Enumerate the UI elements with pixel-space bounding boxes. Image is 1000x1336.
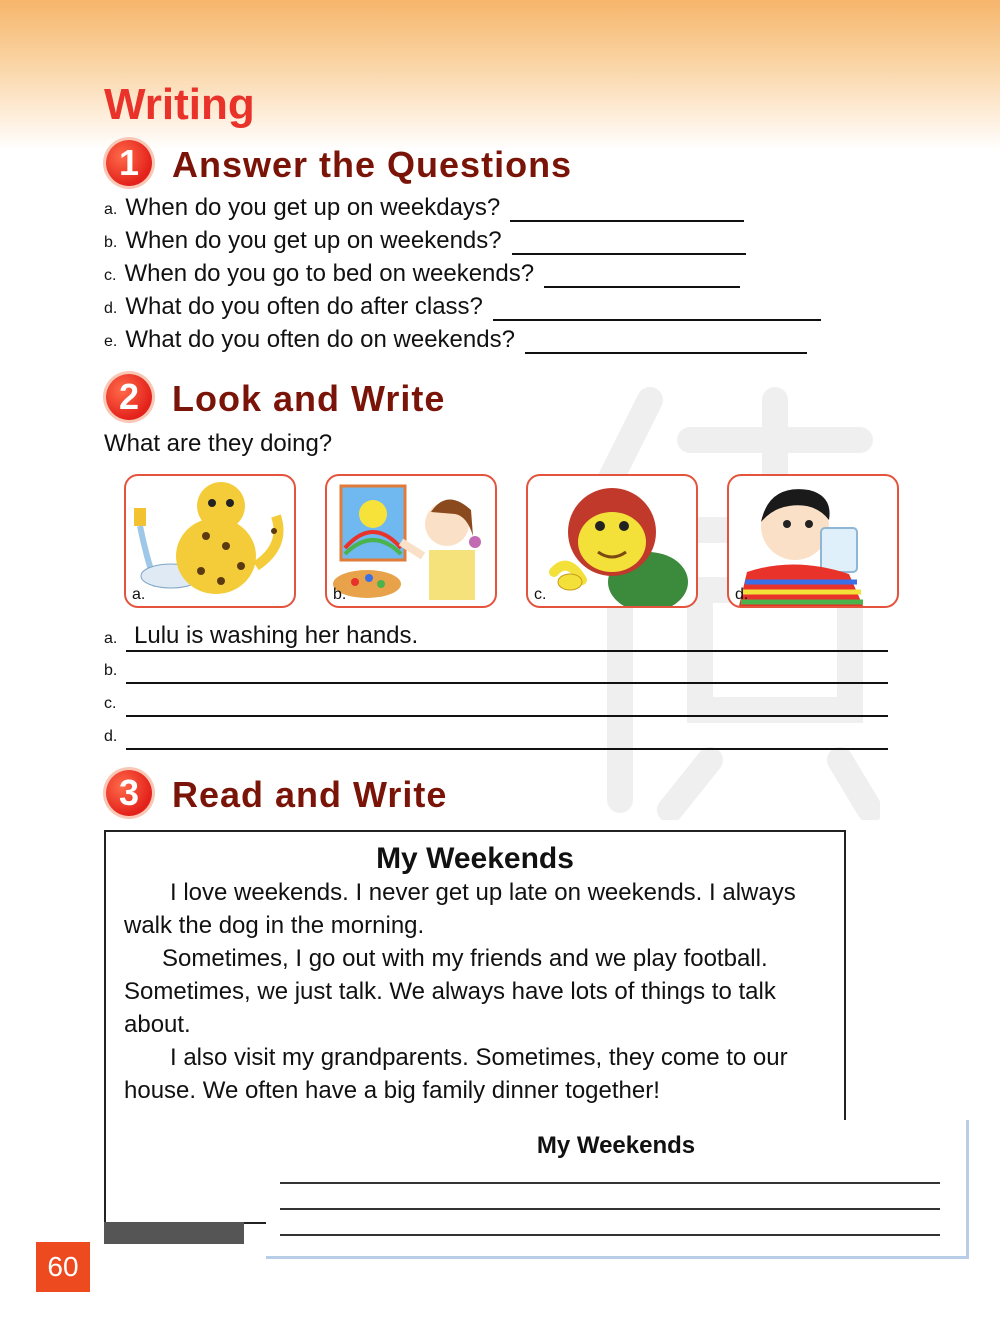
story-paragraph: I love weekends. I never get up late on weekends. I always walk the dog in the morning.: [124, 879, 796, 939]
section-2-prompt: What are they doing?: [104, 430, 333, 457]
question-row: [104, 326, 807, 354]
picture-b-girl-painting: [325, 474, 497, 608]
decorative-bar: [104, 1222, 244, 1244]
answer-letter: d.: [104, 728, 118, 745]
picture-a-leopard-washing: [124, 474, 296, 608]
look-write-answer-row: [104, 622, 888, 652]
write-card: [266, 1120, 969, 1259]
answer-letter: a.: [104, 630, 118, 647]
question-row: [104, 194, 744, 222]
section-3-title: Read and Write: [172, 774, 448, 815]
monkey-illustration: [528, 476, 696, 606]
picture-label: b.: [333, 586, 347, 603]
answer-blank[interactable]: [544, 264, 740, 288]
answer-blank[interactable]: [493, 297, 821, 321]
section-2-number: 2: [106, 374, 152, 420]
leopard-illustration: [126, 476, 294, 606]
section-3-number: 3: [106, 770, 152, 816]
question-letter: c.: [104, 267, 117, 284]
answer-line[interactable]: [126, 687, 888, 717]
story-text: [124, 876, 836, 1107]
question-row: [104, 260, 740, 288]
question-letter: d.: [104, 300, 118, 317]
writing-line[interactable]: [280, 1182, 940, 1184]
answer-line[interactable]: Lulu is washing her hands.: [126, 622, 888, 652]
answer-blank[interactable]: [510, 198, 744, 222]
story-paragraph: I also visit my grandparents. Sometimes, they come to our house. We often have a big family dinner together!: [124, 1044, 788, 1104]
picture-label: c.: [534, 586, 547, 603]
section-1-number: 1: [106, 140, 152, 186]
girl-painting-illustration: [327, 476, 495, 606]
boy-drinking-illustration: [729, 476, 897, 606]
question-text: When do you get up on weekends?: [125, 227, 502, 254]
question-row: [104, 227, 746, 255]
section-1-title: Answer the Questions: [172, 144, 573, 185]
page-number: 60: [36, 1242, 90, 1292]
question-text: What do you often do on weekends?: [125, 326, 515, 353]
answer-letter: c.: [104, 695, 117, 712]
section-2-title: Look and Write: [172, 378, 446, 419]
look-write-answer-row: [104, 687, 888, 717]
question-letter: e.: [104, 333, 118, 350]
question-row: [104, 293, 821, 321]
look-write-answer-row: [104, 654, 888, 684]
answer-blank[interactable]: [512, 231, 746, 255]
writing-line[interactable]: [280, 1208, 940, 1210]
story-title: My Weekends: [376, 842, 574, 875]
question-letter: b.: [104, 234, 118, 251]
picture-label: a.: [132, 586, 146, 603]
writing-line[interactable]: [280, 1234, 940, 1236]
write-card-title: My Weekends: [536, 1132, 696, 1159]
answer-letter: b.: [104, 662, 118, 679]
answer-line[interactable]: [126, 654, 888, 684]
question-text: What do you often do after class?: [125, 293, 483, 320]
picture-label: d.: [735, 586, 749, 603]
picture-d-boy-drinking: [727, 474, 899, 608]
answer-blank[interactable]: [525, 330, 807, 354]
question-text: When do you get up on weekdays?: [125, 194, 501, 221]
question-letter: a.: [104, 201, 118, 218]
page-title: Writing: [104, 80, 255, 129]
picture-c-monkey-banana: [526, 474, 698, 608]
look-write-answer-row: [104, 720, 888, 750]
answer-line[interactable]: [126, 720, 888, 750]
question-text: When do you go to bed on weekends?: [124, 260, 535, 287]
story-paragraph: Sometimes, I go out with my friends and we play football. Sometimes, we just talk. We always have lots of things to talk about.: [124, 945, 776, 1038]
